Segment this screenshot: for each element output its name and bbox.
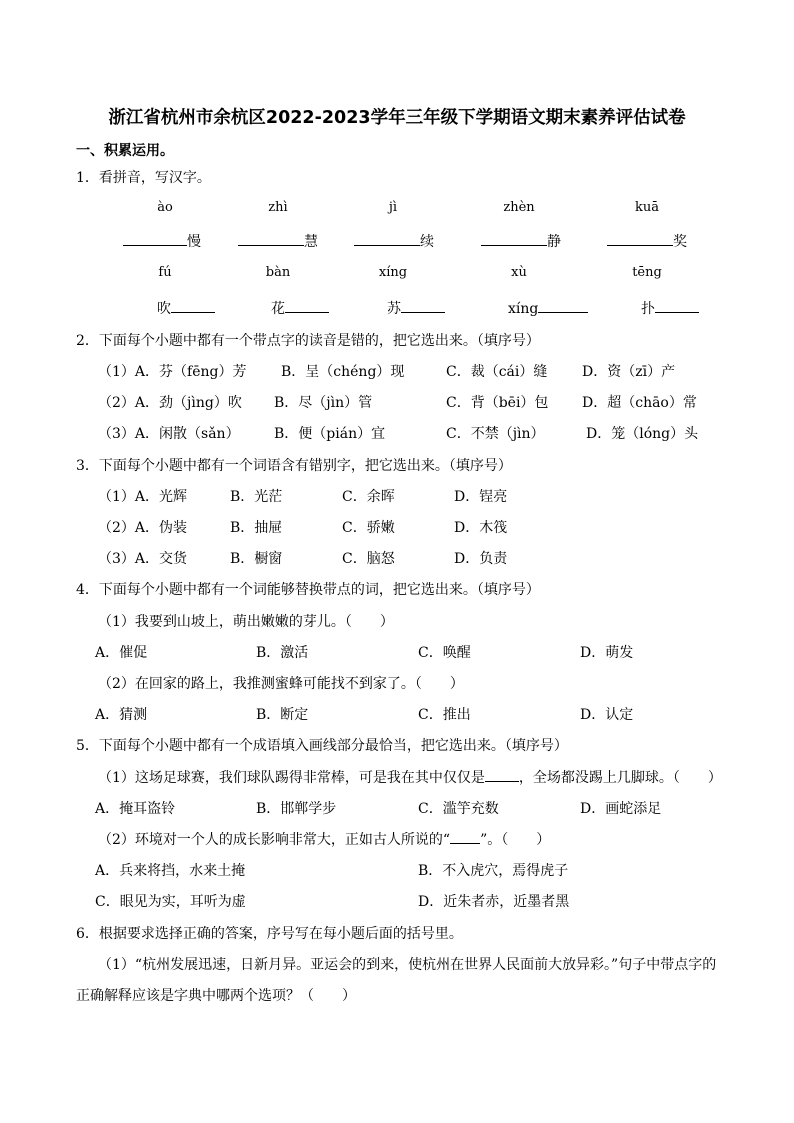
answer-blank[interactable]	[171, 298, 215, 313]
write-blank-item	[123, 231, 201, 251]
option: B．抽屉	[230, 520, 283, 536]
sub-question-text: ，全场都没踢上几脚球。（ ）	[518, 770, 722, 786]
question-3-stem: 3．下面每个小题中都有一个词语含有错别字，把它选出来。（填序号）	[76, 458, 512, 474]
question-4-stem: 4．下面每个小题中都有一个词能够替换带点的词，把它选出来。（填序号）	[76, 582, 540, 598]
sub-question	[98, 767, 722, 787]
pinyin: fú	[158, 265, 172, 280]
write-blank-item	[481, 231, 561, 251]
option: C．背（bēi）包	[446, 395, 549, 411]
pinyin: xíng	[378, 265, 408, 280]
sub-question: （2）在回家的路上，我推测蜜蜂可能找不到家了。（ ）	[98, 676, 464, 692]
question-2-stem: 2．下面每个小题中都有一个带点字的读音是错的，把它选出来。（填序号）	[76, 333, 540, 349]
word-suffix: 慧	[304, 234, 318, 250]
option: D．近朱者赤，近墨者黑	[418, 894, 570, 910]
exam-title: 浙江省杭州市余杭区2022-2023学年三年级下学期语文期末素养评估试卷	[108, 108, 686, 128]
word-prefix: 扑	[641, 301, 655, 317]
option: D．锃亮	[454, 489, 508, 505]
option: B．邯郸学步	[256, 801, 337, 817]
pinyin: zhì	[268, 200, 288, 215]
option: （2）A．劲（jìng）吹	[98, 395, 242, 411]
option: D．笼（lóng）头	[586, 426, 699, 442]
option: B．不入虎穴，焉得虎子	[418, 863, 569, 879]
option: C．余晖	[342, 489, 395, 505]
question-1-stem: 1．看拼音，写汉字。	[76, 170, 211, 186]
word-prefix: 吹	[157, 301, 171, 317]
write-blank-item	[271, 298, 329, 318]
option: C．唤醒	[418, 645, 471, 661]
write-blank-item	[641, 298, 699, 318]
option: B．断定	[256, 707, 309, 723]
option: C．脑怒	[342, 551, 395, 567]
option: C．裁（cái）缝	[446, 364, 548, 380]
option: A．掩耳盗铃	[95, 801, 176, 817]
word-suffix: 奖	[673, 234, 687, 250]
sub-question-text: ”。（ ）	[480, 832, 551, 848]
option: B．激活	[256, 645, 309, 661]
answer-blank[interactable]	[450, 829, 480, 844]
write-blank-item	[354, 231, 434, 251]
option: A．猜测	[95, 707, 148, 723]
write-blank-item	[508, 298, 588, 317]
option: C．眼见为实，耳听为虚	[95, 894, 246, 910]
option: A．催促	[95, 645, 148, 661]
write-blank-item	[387, 298, 445, 318]
write-blank-item	[238, 231, 318, 251]
word-prefix: 花	[271, 301, 285, 317]
option: C．不禁（jìn）	[446, 426, 545, 442]
option: D．超（chāo）常	[582, 395, 697, 411]
option: D．认定	[580, 707, 634, 723]
option: B．光茫	[230, 489, 283, 505]
sub-question: （1）我要到山坡上，萌出嫩嫩的芽儿。（ ）	[98, 614, 394, 630]
option: C．推出	[418, 707, 471, 723]
sub-question-text: （1）这场足球赛，我们球队踢得非常棒，可是我在其中仅仅是	[98, 770, 485, 786]
word-prefix: 苏	[387, 301, 401, 317]
answer-blank[interactable]	[123, 231, 187, 246]
option: （1）A．芬（fēng）芳	[98, 364, 247, 380]
option: A．兵来将挡，水来土掩	[95, 863, 246, 879]
option: C．滥竽充数	[418, 801, 499, 817]
sub-question-text: （2）环境对一个人的成长影响非常大，正如古人所说的“	[98, 832, 451, 848]
option: D．木筏	[454, 520, 508, 536]
question-6-stem: 6．根据要求选择正确的答案，序号写在每小题后面的括号里。	[76, 926, 463, 942]
word-suffix: 静	[547, 234, 561, 250]
sub-question	[98, 829, 550, 849]
option: D．负责	[454, 551, 508, 567]
write-blank-item	[607, 231, 687, 251]
option: D．画蛇添足	[580, 801, 662, 817]
word-suffix: 续	[420, 234, 434, 250]
word-prefix: xíng	[508, 301, 539, 317]
answer-blank[interactable]	[485, 767, 519, 782]
question-5-stem: 5．下面每个小题中都有一个成语填入画线部分最恰当，把它选出来。（填序号）	[76, 738, 568, 754]
pinyin: bàn	[265, 265, 291, 280]
option: B．橱窗	[230, 551, 283, 567]
answer-blank[interactable]	[655, 298, 699, 313]
section-heading: 一、积累运用。	[76, 143, 174, 159]
answer-blank[interactable]	[238, 231, 304, 246]
pinyin: tēng	[632, 265, 662, 280]
pinyin: xù	[511, 265, 527, 280]
option: B．便（pián）宜	[274, 426, 386, 442]
option: D．萌发	[580, 645, 634, 661]
word-suffix: 慢	[187, 234, 201, 250]
option: （2）A．伪装	[98, 520, 188, 536]
answer-blank[interactable]	[401, 298, 445, 313]
option: （3）A．交货	[98, 551, 188, 567]
pinyin: ào	[157, 200, 173, 215]
option: B．呈（chéng）现	[281, 364, 405, 380]
pinyin: jì	[388, 200, 398, 215]
pinyin: kuā	[634, 200, 659, 215]
answer-blank[interactable]	[354, 231, 420, 246]
answer-blank[interactable]	[481, 231, 547, 246]
pinyin: zhèn	[503, 200, 535, 215]
write-blank-item	[157, 298, 215, 318]
option: （3）A．闲散（sǎn）	[98, 426, 240, 442]
sub-question: 正确解释应该是字典中哪两个选项？（ ）	[76, 988, 356, 1004]
sub-question: （1）“杭州发展迅速，日新月异。亚运会的到来，使杭州在世界人民面前大放异彩。”句子中带点字的	[98, 957, 717, 973]
option: D．资（zī）产	[582, 364, 676, 380]
answer-blank[interactable]	[538, 298, 588, 313]
answer-blank[interactable]	[285, 298, 329, 313]
option: （1）A．光辉	[98, 489, 188, 505]
option: B．尽（jìn）管	[274, 395, 373, 411]
answer-blank[interactable]	[607, 231, 673, 246]
option: C．骄嫩	[342, 520, 395, 536]
